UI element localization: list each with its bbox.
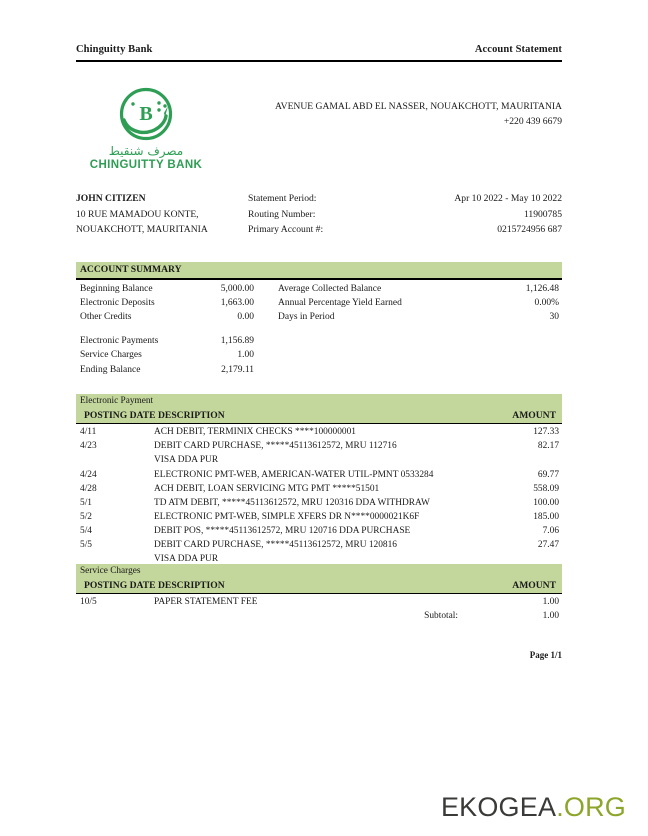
page-number: Page 1/1 — [529, 650, 562, 660]
apy-earned-label: Annual Percentage Yield Earned — [278, 298, 402, 309]
row-date: 5/2 — [80, 511, 92, 522]
service-charges-header — [76, 580, 562, 593]
row-amount: 185.00 — [533, 511, 559, 522]
primary-account-value: 0215724956 687 — [497, 224, 562, 236]
row-description: DEBIT CARD PURCHASE, *****45113612572, MRU 112716 — [154, 441, 397, 452]
bank-contact-block — [250, 100, 562, 130]
logo-arabic-text: مصرف شنقيط — [108, 144, 184, 158]
routing-number-label: Routing Number: — [248, 208, 316, 220]
row-description: ELECTRONIC PMT-WEB, SIMPLE XFERS DR N****0000021K6F — [154, 511, 420, 522]
beginning-balance-label: Beginning Balance — [80, 283, 153, 294]
row-description: DEBIT CARD PURCHASE, *****45113612572, MRU 120816 — [154, 540, 397, 551]
customer-name: JOHN CITIZEN — [76, 193, 146, 204]
customer-address-line-2: NOUAKCHOTT, MAURITANIA — [76, 224, 208, 236]
service-charges-title: Service Charges — [76, 564, 562, 580]
table-row — [76, 524, 562, 538]
other-credits-value: 0.00 — [237, 312, 254, 323]
subtotal-value: 1.00 — [542, 611, 559, 622]
service-charges-rows — [76, 594, 562, 623]
summary-spacer — [76, 325, 562, 334]
service-charges-value: 1.00 — [237, 350, 254, 361]
row-date: 5/1 — [80, 497, 92, 508]
row-description: DEBIT POS, *****45113612572, MRU 120716 DDA PURCHASE — [154, 525, 411, 536]
table-row — [76, 468, 562, 482]
electronic-payments-label: Electronic Payments — [80, 335, 159, 346]
row-description: TD ATM DEBIT, *****45113612572, MRU 120316 DDA WITHDRAW — [154, 497, 430, 508]
statement-meta-labels — [248, 191, 388, 238]
subtotal-label: Subtotal: — [424, 611, 458, 622]
service-charges-section — [76, 564, 562, 623]
days-in-period-label: Days in Period — [278, 312, 335, 323]
ending-balance-label: Ending Balance — [80, 364, 141, 375]
table-row — [76, 538, 562, 552]
statement-period-value: Apr 10 2022 - May 10 2022 — [454, 193, 562, 204]
row-date: 4/11 — [80, 427, 97, 438]
table-row — [76, 510, 562, 524]
row-date-blank — [76, 453, 154, 467]
table-row-continuation — [76, 453, 562, 467]
row-date: 4/23 — [80, 441, 97, 452]
row-amount: 100.00 — [533, 497, 559, 508]
days-in-period-value: 30 — [549, 312, 559, 323]
bank-name-header: Chinguitty Bank — [76, 44, 153, 55]
table-row — [76, 482, 562, 496]
table-row — [76, 496, 562, 510]
row-date: 5/5 — [80, 540, 92, 551]
summary-row — [76, 348, 562, 362]
document-title: Account Statement — [474, 44, 562, 55]
electronic-deposits-label: Electronic Deposits — [80, 298, 155, 309]
row-description-line2: VISA DDA PUR — [154, 554, 219, 565]
summary-row — [76, 296, 562, 310]
account-summary-title: ACCOUNT SUMMARY — [76, 262, 562, 278]
bank-phone-line: +220 439 6679 — [503, 115, 562, 127]
watermark-tld: .ORG — [556, 792, 626, 822]
bank-emblem-icon — [76, 86, 216, 144]
summary-row — [76, 363, 562, 377]
electronic-payment-title: Electronic Payment — [76, 394, 562, 410]
avg-collected-balance-value: 1,126.48 — [525, 283, 559, 294]
service-charges-label: Service Charges — [80, 350, 142, 361]
row-amount: 7.06 — [542, 525, 559, 536]
statement-period-label: Statement Period: — [248, 193, 317, 204]
column-header-posting-date: POSTING DATE — [84, 579, 156, 591]
svg-text:B: B — [139, 103, 153, 125]
statement-meta-block — [76, 191, 562, 238]
row-amount: 27.47 — [537, 540, 559, 551]
bank-logo — [76, 86, 216, 171]
avg-collected-balance-label: Average Collected Balance — [278, 283, 382, 294]
column-header-description: DESCRIPTION — [158, 579, 225, 591]
ending-balance-value: 2,179.11 — [221, 364, 254, 375]
logo-latin-text: CHINGUITTY BANK — [89, 159, 203, 172]
table-row — [76, 425, 562, 439]
summary-row — [76, 282, 562, 296]
watermark-name: EKOGEA — [440, 792, 557, 822]
column-header-amount: AMOUNT — [512, 579, 556, 591]
row-date: 4/28 — [80, 483, 97, 494]
account-summary-section — [76, 262, 562, 377]
electronic-payment-rows — [76, 424, 562, 580]
routing-number-value: 11900785 — [523, 208, 562, 220]
watermark — [441, 792, 626, 823]
row-amount: 82.17 — [537, 441, 559, 452]
row-amount: 558.09 — [533, 483, 559, 494]
customer-address-line-1: 10 RUE MAMADOU KONTE, — [76, 208, 199, 220]
document-header — [76, 44, 562, 55]
row-description: PAPER STATEMENT FEE — [154, 597, 258, 608]
column-header-description: DESCRIPTION — [158, 409, 225, 421]
column-header-posting-date: POSTING DATE — [84, 409, 156, 421]
service-charges-subtotal — [76, 609, 562, 623]
row-amount-blank — [476, 453, 562, 467]
apy-earned-value: 0.00% — [534, 298, 559, 309]
beginning-balance-value: 5,000.00 — [220, 283, 254, 294]
row-amount: 1.00 — [542, 597, 559, 608]
row-date: 10/5 — [80, 597, 97, 608]
electronic-payment-section — [76, 394, 562, 580]
primary-account-label: Primary Account #: — [248, 224, 324, 236]
row-description-line2: VISA DDA PUR — [154, 455, 219, 466]
row-description: ELECTRONIC PMT-WEB, AMERICAN-WATER UTIL-PMNT 0533284 — [154, 469, 434, 480]
row-description: ACH DEBIT, TERMINIX CHECKS ****100000001 — [154, 427, 356, 438]
row-description: ACH DEBIT, LOAN SERVICING MTG PMT *****51501 — [154, 483, 380, 494]
table-row — [76, 595, 562, 609]
row-date: 5/4 — [80, 525, 92, 536]
header-divider — [76, 60, 562, 62]
other-credits-label: Other Credits — [80, 312, 132, 323]
table-row — [76, 439, 562, 453]
summary-row — [76, 334, 562, 348]
customer-address-block — [76, 191, 248, 238]
row-amount: 127.33 — [533, 427, 559, 438]
account-summary-body — [76, 280, 562, 378]
bank-address-line: AVENUE GAMAL ABD EL NASSER, NOUAKCHOTT, MAURITANIA — [274, 101, 562, 112]
electronic-payment-header — [76, 410, 562, 423]
electronic-deposits-value: 1,663.00 — [220, 298, 254, 309]
summary-row — [76, 310, 562, 324]
column-header-amount: AMOUNT — [512, 409, 556, 421]
electronic-payments-value: 1,156.89 — [220, 335, 254, 346]
statement-meta-values — [388, 191, 562, 238]
row-amount: 69.77 — [537, 469, 559, 480]
row-date: 4/24 — [80, 469, 97, 480]
